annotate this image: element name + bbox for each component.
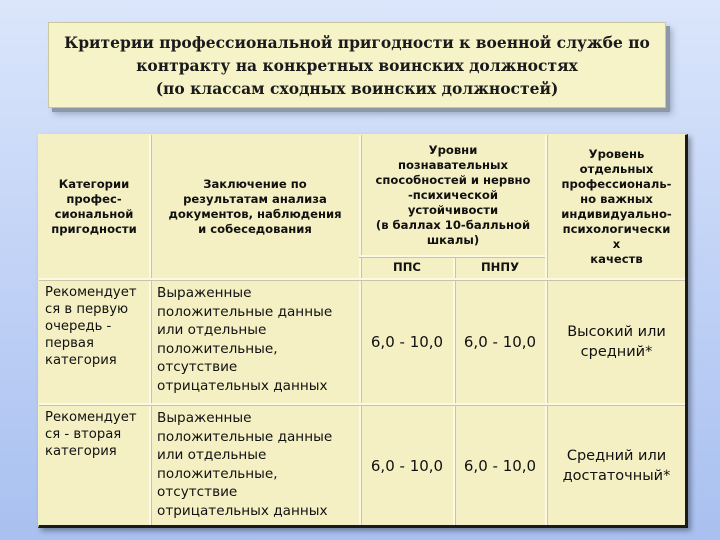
header-conclusion: Заключение по результатам анализа документов, наблюдения и собеседования [168,176,342,236]
row2-pnpu: 6,0 - 10,0 [463,456,537,475]
row2-level: Средний или достаточный* [562,447,671,484]
title-box [48,22,666,108]
row1-level: Высокий или средний* [567,323,666,360]
header-category: Категории профес- сиональной пригодности [51,176,137,236]
slide-title: Критерии профессиональной пригодности к военной службе по контракту на конкретных воинских должностях (по классам сходных воинских должностей) [64,32,650,98]
row2-conclusion: Выраженные положительные данные или отдельные положительные, отсутствие отрицательных данных [157,410,333,519]
criteria-table [38,134,688,528]
row1-category: Рекомендует ся в первую очередь - первая категория [45,285,137,368]
header-pps: ППС [393,260,421,274]
header-professional-level: Уровень отдельных профессиональ- но важных индивидуально- психологически х качеств [561,146,672,266]
row2-category: Рекомендует ся - вторая категория [45,410,137,459]
row1-pnpu: 6,0 - 10,0 [463,332,537,351]
row2-pps: 6,0 - 10,0 [370,456,444,475]
header-pnpu: ПНПУ [480,260,520,274]
row1-conclusion: Выраженные положительные данные или отдельные положительные, отсутствие отрицательных данных [157,285,333,394]
row1-pps: 6,0 - 10,0 [370,332,444,351]
header-cognitive-levels: Уровни познавательных способностей и нервно -психической устойчивости (в баллах 10-балльной шкалы) [375,142,531,247]
